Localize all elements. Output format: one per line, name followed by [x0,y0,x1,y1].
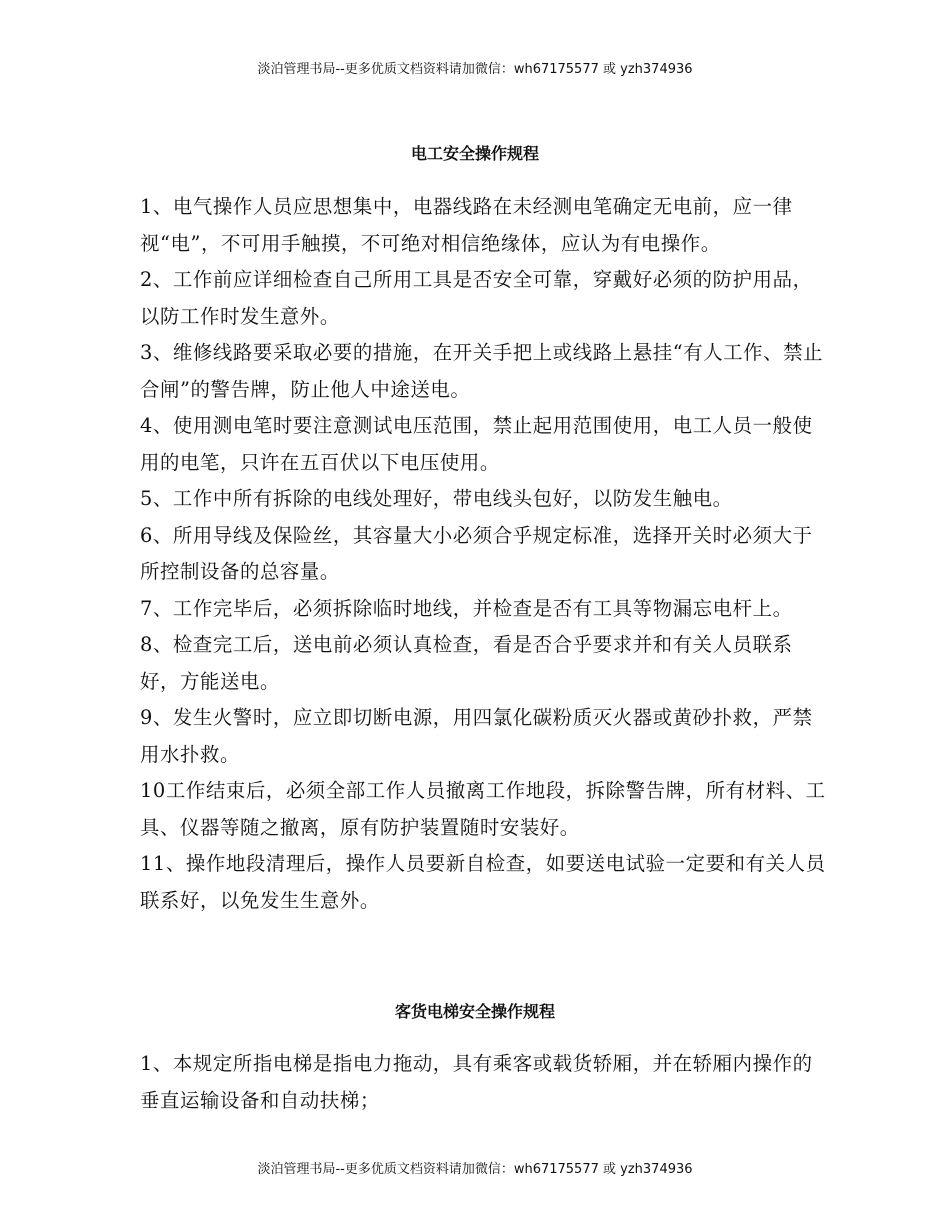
elevator-rule-item-1: 1、本规定所指电梯是指电力拖动，具有乘客或载货轿厢，并在轿厢内操作的垂直运输设备和自动扶梯； [140,1052,813,1112]
section-title-electrician: 电工安全操作规程 [410,144,539,163]
rule-item-3: 3、维修线路要采取必要的措施，在开关手把上或线路上悬挂“有人工作、禁止合闸”的警告牌，防止他人中途送电。 [140,341,824,401]
rule-item-7: 7、工作完毕后，必须拆除临时地线，并检查是否有工具等物漏忘电杆上。 [140,596,793,620]
rule-item-4: 4、使用测电笔时要注意测试电压范围，禁止起用范围使用，电工人员一般使用的电笔，只许在五百伏以下电压使用。 [140,414,813,474]
electrician-rules-list [140,189,830,919]
rule-item-8: 8、检查完工后，送电前必须认真检查，看是否合乎要求并和有关人员联系好，方能送电。 [140,633,793,693]
section-title-elevator: 客货电梯安全操作规程 [394,1002,555,1021]
rule-item-5: 5、工作中所有拆除的电线处理好，带电线头包好，以防发生触电。 [140,487,733,510]
rule-item-6: 6、所用导线及保险丝，其容量大小必须合乎规定标准，选择开关时必须大于所控制设备的总容量。 [140,523,813,583]
rule-item-9: 9、发生火警时，应立即切断电源，用四氯化碳粉质灭火器或黄砂扑救，严禁用水扑救。 [140,706,813,766]
elevator-rules-list [140,1046,830,1119]
rule-item-1: 1、电气操作人员应思想集中，电器线路在未经测电笔确定无电前，应一律视“电”，不可用手触摸，不可绝对相信绝缘体，应认为有电操作。 [140,195,793,255]
page-header: 淡泊管理书局--更多优质文档资料请加微信：wh67175577 或 yzh374936 [257,62,693,77]
rule-item-10: 10工作结束后，必须全部工作人员撤离工作地段，拆除警告牌，所有材料、工具、仪器等随之撤离，原有防护装置随时安装好。 [140,779,826,839]
page-footer: 淡泊管理书局--更多优质文档资料请加微信：wh67175577 或 yzh374936 [257,1162,693,1177]
rule-item-11: 11、操作地段清理后，操作人员要新自检查，如要送电试验一定要和有关人员联系好，以免发生生意外。 [140,852,826,912]
rule-item-2: 2、工作前应详细检查自己所用工具是否安全可靠，穿戴好必须的防护用品，以防工作时发生意外。 [140,268,813,328]
